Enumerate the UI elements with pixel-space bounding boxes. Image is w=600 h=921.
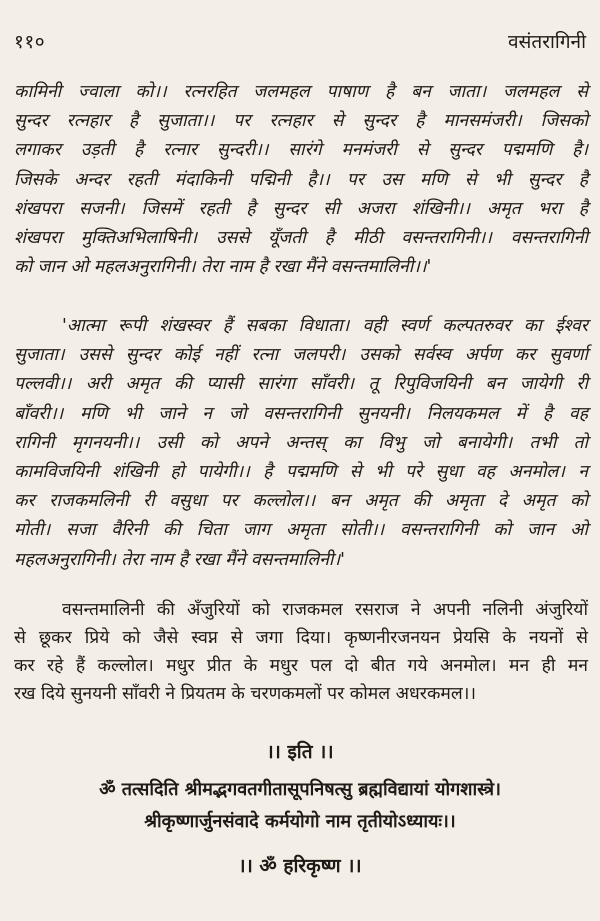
prose-paragraph (14, 596, 588, 708)
verse-line: कामविजयिनी शंखिनी हो पायेगी।। है पद्ममणि से भी परे सुधा वह अनमोल। न (14, 462, 588, 483)
verse-block-1 (14, 78, 588, 282)
prose-line: कर रहे हैं कल्लोल। मधुर प्रीत के मधुर पल दो बीत गये अनमोल। मन ही मन (14, 656, 588, 676)
page-number: ११० (14, 31, 46, 53)
colophon-line-2: श्रीकृष्णार्जुनसंवादे कर्मयोगो नाम तृतीयोऽध्यायः।। (144, 811, 456, 832)
prose-line: वसन्तमालिनी की अँजुरियों को राजकमल रसराज ने अपनी नलिनी अंजुरियों (62, 600, 588, 620)
closing-invocation: ।। ॐ हरिकृष्ण ।। (238, 855, 362, 877)
verse-line: बाँवरी।। मणि भी जाने न जो वसन्तरागिनी सुनयनी। निलयकमल में है वह (14, 403, 588, 424)
verse-line: सुन्दर रत्नहार है सुजाता।। पर रत्नहार से सुन्दर है मानसमंजरी। जिसको (14, 111, 588, 132)
verse-line: पल्लवी।। अरी अमृत की प्यासी सारंगा साँवरी। तू रिपुविजयिनी बन जायेगी री (14, 374, 588, 395)
verse-line: लगाकर उड़ती है रत्नार सुन्दरी।। सारंगे मनमंजरी से सुन्दर पद्ममणि है। (14, 140, 588, 161)
prose-line: रख दिये सुनयनी साँवरी ने प्रियतम के चरणकमलों पर कोमल अधरकमल।। (14, 684, 476, 704)
colophon-line-1: ॐ तत्सदिति श्रीमद्भगवतगीतासूपनिषत्सु ब्रह्मविद्यायां योगशास्त्रे। (99, 779, 501, 800)
chapter-colophon (0, 774, 600, 838)
verse-line: सुजाता। उससे सुन्दर कोई नहीं रत्ना जलपरी। उसको सर्वस्व अर्पण कर सुवर्णा (14, 345, 588, 366)
verse-line: 'आत्मा रूपी शंखस्वर हैं सबका विधाता। वही स्वर्ण कल्पतरुवर का ईश्वर (62, 316, 588, 336)
verse-line: शंखपरा मुक्तिअभिलाषिनी। उससे यूँजती है मीठी वसन्तरागिनी।। वसन्तरागिनी (14, 228, 588, 249)
iti-marker: ।। इति ।। (266, 741, 334, 763)
verse-line: महलअनुरागिनी। तेरा नाम है रखा मैंने वसन्तमालिनी।' (14, 549, 345, 570)
verse-line: जिसके अन्दर रहती मंदाकिनी पद्मिनी है।। पर उस मणि से भी सुन्दर है (14, 169, 588, 190)
verse-line: को जान ओ महलअनुरागिनी। तेरा नाम है रखा मैंने वसन्तमालिनी।।' (14, 257, 432, 278)
verse-line: कर राजकमलिनी री वसुधा पर कल्लोल।। बन अमृत की अमृता दे अमृत को (14, 491, 588, 512)
verse-line: कामिनी ज्वाला को।। रत्नरहित जलमहल पाषाण है बन जाता। जलमहल से (14, 82, 588, 102)
verse-line: मोती। सजा वैरिनी की चिता जाग अमृता सोती।। वसन्तरागिनी को जान ओ (14, 520, 588, 541)
page-header (0, 28, 600, 58)
verse-line: रागिनी मृगनयनी।। उसी को अपने अन्तस् का विभु जो बनायेगी। तभी तो (14, 432, 588, 453)
running-title: वसंतरागिनी (507, 31, 586, 53)
prose-line: से छूकर प्रिये को जैसे स्वप्न से जगा दिया। कृष्णनीरजनयन प्रेयसि के नयनों से (14, 628, 588, 648)
verse-line: शंखपरा सजनी। जिसमें रहती है सुन्दर सी अजरा शंखिनी।। अमृत भरा है (14, 198, 588, 219)
verse-block-2 (14, 312, 588, 575)
